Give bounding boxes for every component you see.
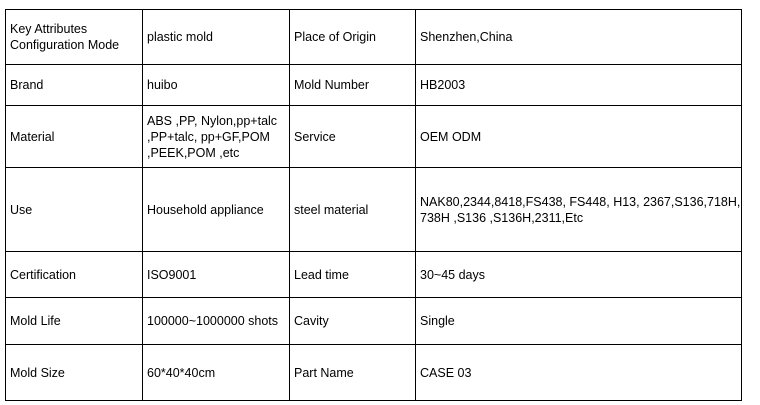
- attribute-value-mold-size: 60*40*40cm: [143, 345, 290, 401]
- attribute-value-part-name: CASE 03: [416, 345, 742, 401]
- attribute-value-steel-material: NAK80,2344,8418,FS438, FS448, H13, 2367,S136,718H, 738H ,S136 ,S136H,2311,Etc: [416, 168, 742, 252]
- table-row: [6, 10, 742, 65]
- attribute-value-service: OEM ODM: [416, 106, 742, 168]
- attribute-value-material: ABS ,PP, Nylon,pp+talc ,PP+talc, pp+GF,POM ,PEEK,POM ,etc: [143, 106, 290, 168]
- attribute-value-brand: huibo: [143, 65, 290, 106]
- attribute-label-mold-number: Mold Number: [290, 65, 416, 106]
- table-row: [6, 65, 742, 106]
- attribute-value-certification: ISO9001: [143, 252, 290, 298]
- table-row: [6, 345, 742, 401]
- attribute-label-mold-life: Mold Life: [6, 298, 143, 345]
- attribute-label-lead-time: Lead time: [290, 252, 416, 298]
- attribute-value-configuration-mode: plastic mold: [143, 10, 290, 65]
- attribute-value-mold-number: HB2003: [416, 65, 742, 106]
- attribute-label-material: Material: [6, 106, 143, 168]
- attribute-label-service: Service: [290, 106, 416, 168]
- table-row: [6, 106, 742, 168]
- attribute-label-use: Use: [6, 168, 143, 252]
- attribute-label-configuration-mode: Key Attributes Configuration Mode: [6, 10, 143, 65]
- table-row: [6, 252, 742, 298]
- attribute-value-mold-life: 100000~1000000 shots: [143, 298, 290, 345]
- table-row: [6, 168, 742, 252]
- table-row: [6, 298, 742, 345]
- attribute-label-steel-material: steel material: [290, 168, 416, 252]
- attribute-value-use: Household appliance: [143, 168, 290, 252]
- attribute-value-place-of-origin: Shenzhen,China: [416, 10, 742, 65]
- attribute-label-certification: Certification: [6, 252, 143, 298]
- attribute-label-place-of-origin: Place of Origin: [290, 10, 416, 65]
- attribute-value-cavity: Single: [416, 298, 742, 345]
- attribute-label-cavity: Cavity: [290, 298, 416, 345]
- attribute-label-brand: Brand: [6, 65, 143, 106]
- attribute-value-lead-time: 30~45 days: [416, 252, 742, 298]
- attribute-label-mold-size: Mold Size: [6, 345, 143, 401]
- attribute-label-part-name: Part Name: [290, 345, 416, 401]
- product-spec-table: [5, 9, 742, 401]
